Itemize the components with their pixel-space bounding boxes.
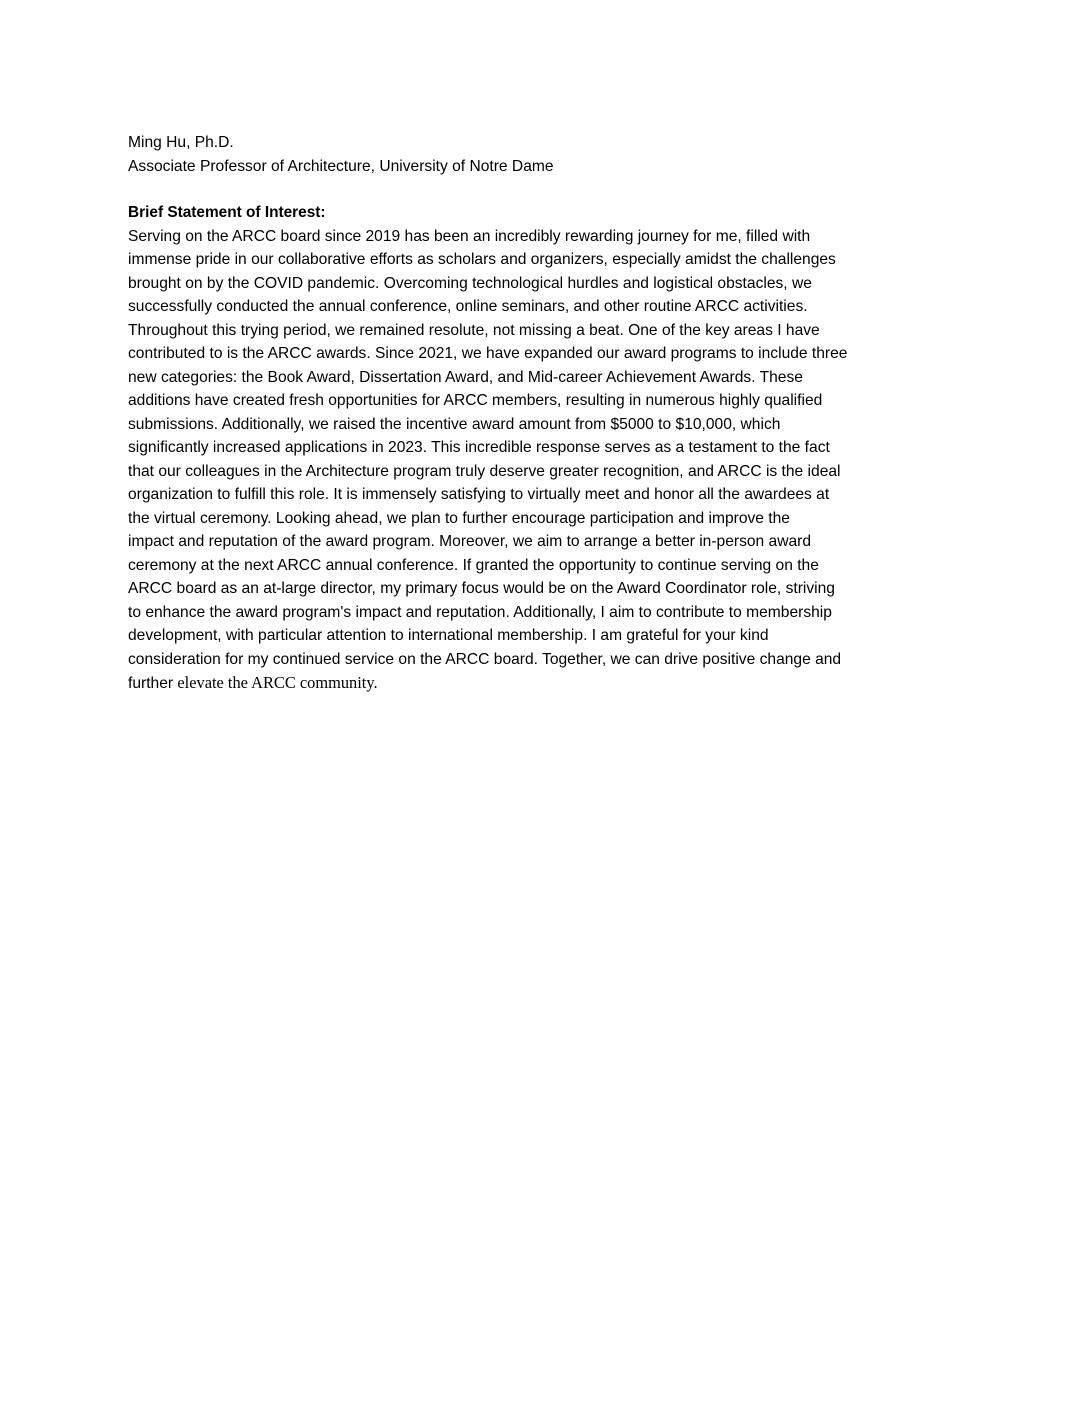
statement-line: to enhance the award program's impact and reputation. Additionally, I aim to contribute to membership [128, 603, 832, 621]
statement-line: impact and reputation of the award program. Moreover, we aim to arrange a better in-person award [128, 533, 812, 550]
statement-line: brought on by the COVID pandemic. Overcoming technological hurdles and logistical obstacles, we [128, 274, 812, 292]
statement-line: consideration for my continued service on the ARCC board. Together, we can drive positive change and [128, 650, 842, 668]
statement-line: that our colleagues in the Architecture program truly deserve greater recognition, and ARCC is the ideal [128, 462, 841, 480]
statement-line: the virtual ceremony. Looking ahead, we plan to further encourage participation and improve the [128, 509, 790, 527]
statement-last-line-end: elevate the ARCC community. [177, 673, 378, 692]
statement-heading: Brief Statement of Interest: [128, 204, 326, 221]
statement-content [128, 131, 962, 696]
statement-line: significantly increased applications in 2023. This incredible response serves as a testament to the fact [128, 439, 830, 456]
statement-line: new categories: the Book Award, Dissertation Award, and Mid-career Achievement Awards. These [128, 368, 803, 386]
statement-line: development, with particular attention to international membership. I am grateful for your kind [128, 627, 769, 644]
statement-line: successfully conducted the annual conference, online seminars, and other routine ARCC activities. [128, 298, 808, 315]
statement-line: ARCC board as an at-large director, my primary focus would be on the Award Coordinator role, striving [128, 580, 835, 597]
statement-last-line [128, 671, 962, 696]
statement-line: additions have created fresh opportunities for ARCC members, resulting in numerous highly qualified [128, 392, 823, 409]
author-title: Associate Professor of Architecture, University of Notre Dame [128, 157, 554, 175]
statement-line: Serving on the ARCC board since 2019 has been an incredibly rewarding journey for me, filled with [128, 227, 811, 245]
statement-last-line-start: further [128, 675, 178, 692]
statement-line: submissions. Additionally, we raised the incentive award amount from $5000 to $10,000, which [128, 415, 781, 433]
statement-line: organization to fulfill this role. It is immensely satisfying to virtually meet and honor all the awardees at [128, 486, 830, 503]
statement-line: contributed to is the ARCC awards. Since 2021, we have expanded our award programs to include three [128, 345, 848, 362]
statement-line: ceremony at the next ARCC annual conference. If granted the opportunity to continue serving on the [128, 556, 819, 574]
statement-line: immense pride in our collaborative efforts as scholars and organizers, especially amidst the challenges [128, 251, 836, 268]
author-name: Ming Hu, Ph.D. [128, 134, 234, 151]
section-spacer [128, 178, 962, 201]
statement-line: Throughout this trying period, we remained resolute, not missing a beat. One of the key areas I have [128, 321, 820, 339]
